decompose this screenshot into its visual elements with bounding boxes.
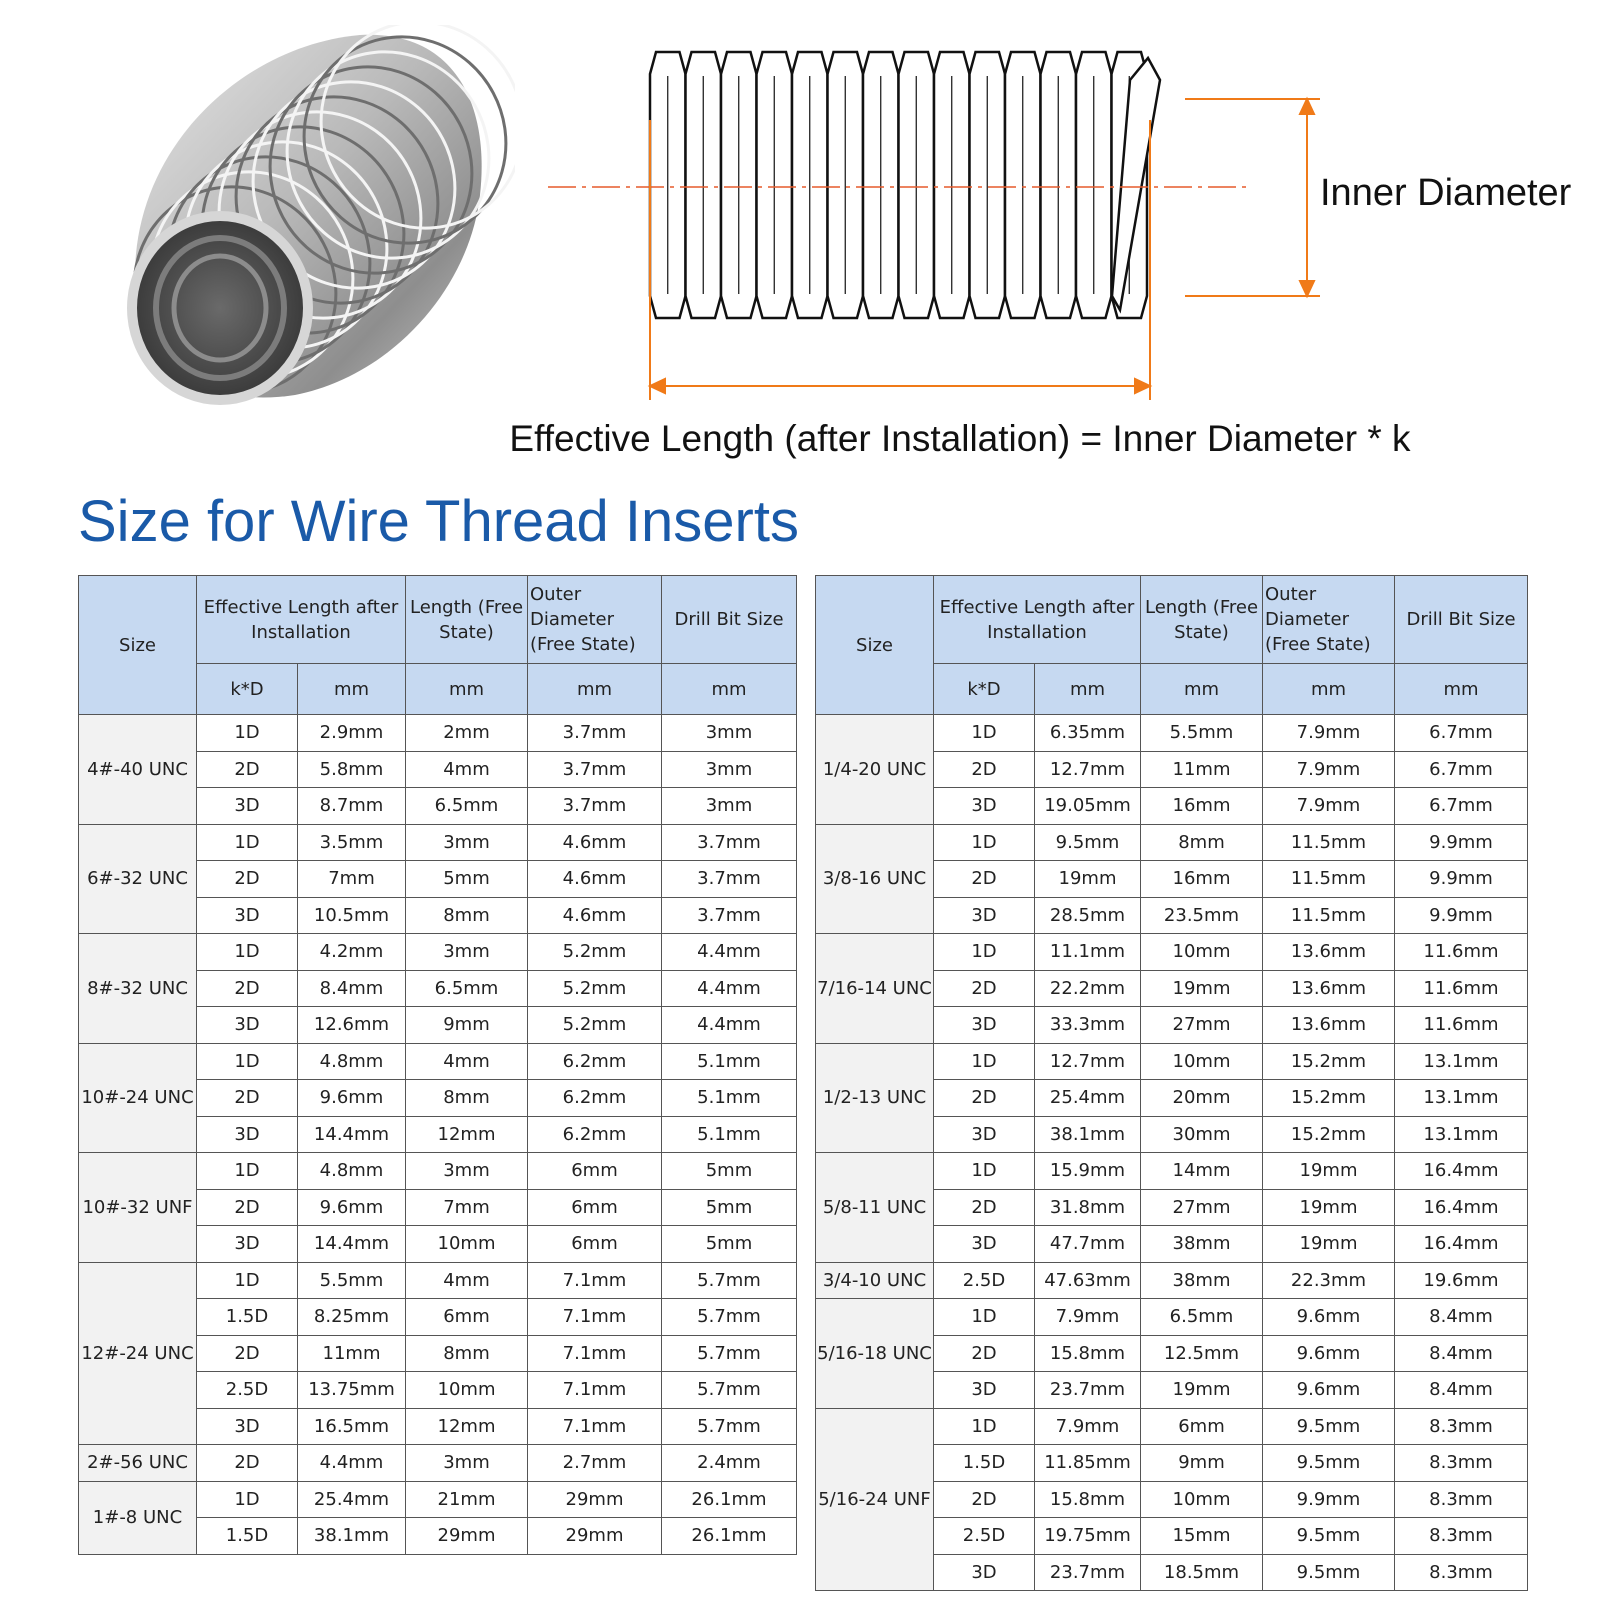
kd-cell: 2D — [934, 751, 1035, 788]
effective-length-formula: Effective Length (after Installation) = Inner Diameter * k — [509, 418, 1411, 459]
kd-cell: 2.5D — [197, 1372, 298, 1409]
effective-length-cell: 47.63mm — [1035, 1262, 1141, 1299]
outer-diameter-cell: 3.7mm — [528, 751, 662, 788]
kd-cell: 1D — [934, 934, 1035, 971]
length-cell: 18.5mm — [1141, 1554, 1263, 1591]
length-cell: 2mm — [406, 715, 528, 752]
table-row — [816, 1043, 1528, 1080]
inner-diameter-dimension — [1185, 99, 1320, 296]
kd-cell: 3D — [934, 1116, 1035, 1153]
outer-diameter-cell: 7.9mm — [1263, 715, 1395, 752]
effective-length-cell: 22.2mm — [1035, 970, 1141, 1007]
drill-bit-cell: 5mm — [662, 1226, 797, 1263]
table-row — [816, 934, 1528, 971]
outer-diameter-cell: 4.6mm — [528, 897, 662, 934]
length-cell: 21mm — [406, 1481, 528, 1518]
drill-bit-cell: 13.1mm — [1395, 1043, 1528, 1080]
kd-cell: 1D — [197, 1481, 298, 1518]
outer-diameter-cell: 9.5mm — [1263, 1445, 1395, 1482]
outer-diameter-cell: 9.9mm — [1263, 1481, 1395, 1518]
table-row — [79, 824, 797, 861]
outer-diameter-cell: 7.1mm — [528, 1262, 662, 1299]
effective-length-cell: 4.8mm — [298, 1153, 406, 1190]
size-cell: 5/16-18 UNC — [816, 1299, 934, 1409]
length-cell: 23.5mm — [1141, 897, 1263, 934]
effective-length-cell: 15.9mm — [1035, 1153, 1141, 1190]
outer-diameter-cell: 13.6mm — [1263, 934, 1395, 971]
outer-diameter-cell: 3.7mm — [528, 788, 662, 825]
length-cell: 4mm — [406, 751, 528, 788]
effective-length-cell: 31.8mm — [1035, 1189, 1141, 1226]
outer-diameter-cell: 6.2mm — [528, 1043, 662, 1080]
outer-diameter-cell: 6mm — [528, 1153, 662, 1190]
kd-cell: 2D — [934, 1080, 1035, 1117]
drill-bit-cell: 3mm — [662, 715, 797, 752]
kd-cell: 2D — [197, 1189, 298, 1226]
table-row — [816, 1262, 1528, 1299]
header-size: Size — [816, 576, 934, 715]
drill-bit-cell: 26.1mm — [662, 1481, 797, 1518]
insert-dimension-diagram — [0, 0, 1600, 470]
length-cell: 12mm — [406, 1408, 528, 1445]
effective-length-cell: 19.05mm — [1035, 788, 1141, 825]
outer-diameter-cell: 13.6mm — [1263, 1007, 1395, 1044]
outer-diameter-cell: 5.2mm — [528, 1007, 662, 1044]
table-row — [816, 1299, 1528, 1336]
outer-diameter-cell: 6.2mm — [528, 1080, 662, 1117]
length-cell: 12mm — [406, 1116, 528, 1153]
effective-length-cell: 15.8mm — [1035, 1481, 1141, 1518]
outer-diameter-cell: 7.1mm — [528, 1335, 662, 1372]
length-cell: 3mm — [406, 934, 528, 971]
effective-length-cell: 23.7mm — [1035, 1372, 1141, 1409]
length-cell: 8mm — [406, 897, 528, 934]
kd-cell: 1D — [197, 1153, 298, 1190]
coil-profile — [650, 52, 1160, 318]
effective-length-cell: 4.4mm — [298, 1445, 406, 1482]
drill-bit-cell: 8.3mm — [1395, 1518, 1528, 1555]
length-cell: 29mm — [406, 1518, 528, 1555]
outer-diameter-cell: 19mm — [1263, 1226, 1395, 1263]
table-row — [79, 1153, 797, 1190]
effective-length-cell: 12.7mm — [1035, 1043, 1141, 1080]
effective-length-cell: 11.1mm — [1035, 934, 1141, 971]
length-cell: 19mm — [1141, 1372, 1263, 1409]
subheader-unit: mm — [298, 664, 406, 715]
length-cell: 6.5mm — [1141, 1299, 1263, 1336]
drill-bit-cell: 3.7mm — [662, 824, 797, 861]
drill-bit-cell: 9.9mm — [1395, 824, 1528, 861]
drill-bit-cell: 6.7mm — [1395, 788, 1528, 825]
outer-diameter-cell: 6.2mm — [528, 1116, 662, 1153]
length-cell: 27mm — [1141, 1007, 1263, 1044]
effective-length-cell: 13.75mm — [298, 1372, 406, 1409]
header-length: Length (Free State) — [1141, 576, 1263, 664]
size-cell: 2#-56 UNC — [79, 1445, 197, 1482]
drill-bit-cell: 16.4mm — [1395, 1153, 1528, 1190]
table-row — [79, 1043, 797, 1080]
header-drill-bit: Drill Bit Size — [1395, 576, 1528, 664]
effective-length-cell: 19.75mm — [1035, 1518, 1141, 1555]
outer-diameter-cell: 7.1mm — [528, 1372, 662, 1409]
effective-length-cell: 47.7mm — [1035, 1226, 1141, 1263]
header-effective-length: Effective Length after Installation — [934, 576, 1141, 664]
length-cell: 38mm — [1141, 1226, 1263, 1263]
length-cell: 27mm — [1141, 1189, 1263, 1226]
kd-cell: 1D — [934, 824, 1035, 861]
effective-length-cell: 11mm — [298, 1335, 406, 1372]
effective-length-cell: 33.3mm — [1035, 1007, 1141, 1044]
drill-bit-cell: 6.7mm — [1395, 751, 1528, 788]
length-cell: 6mm — [1141, 1408, 1263, 1445]
outer-diameter-cell: 11.5mm — [1263, 861, 1395, 898]
table-row — [79, 1262, 797, 1299]
kd-cell: 2D — [934, 1481, 1035, 1518]
kd-cell: 3D — [934, 1554, 1035, 1591]
drill-bit-cell: 5.7mm — [662, 1372, 797, 1409]
effective-length-cell: 3.5mm — [298, 824, 406, 861]
outer-diameter-cell: 9.6mm — [1263, 1299, 1395, 1336]
length-cell: 9mm — [1141, 1445, 1263, 1482]
length-cell: 5.5mm — [1141, 715, 1263, 752]
drill-bit-cell: 3.7mm — [662, 897, 797, 934]
kd-cell: 1D — [934, 715, 1035, 752]
kd-cell: 2D — [934, 1335, 1035, 1372]
length-cell: 12.5mm — [1141, 1335, 1263, 1372]
drill-bit-cell: 16.4mm — [1395, 1189, 1528, 1226]
outer-diameter-cell: 3.7mm — [528, 715, 662, 752]
drill-bit-cell: 5.7mm — [662, 1299, 797, 1336]
size-cell: 1#-8 UNC — [79, 1481, 197, 1554]
kd-cell: 3D — [934, 1226, 1035, 1263]
drill-bit-cell: 8.3mm — [1395, 1445, 1528, 1482]
drill-bit-cell: 8.4mm — [1395, 1335, 1528, 1372]
kd-cell: 1D — [934, 1043, 1035, 1080]
length-cell: 38mm — [1141, 1262, 1263, 1299]
length-cell: 3mm — [406, 824, 528, 861]
outer-diameter-cell: 19mm — [1263, 1189, 1395, 1226]
header-drill-bit: Drill Bit Size — [662, 576, 797, 664]
length-cell: 4mm — [406, 1262, 528, 1299]
kd-cell: 2D — [197, 861, 298, 898]
kd-cell: 3D — [197, 1007, 298, 1044]
length-cell: 8mm — [406, 1335, 528, 1372]
drill-bit-cell: 8.3mm — [1395, 1408, 1528, 1445]
outer-diameter-cell: 9.5mm — [1263, 1408, 1395, 1445]
table-row — [79, 715, 797, 752]
length-cell: 16mm — [1141, 861, 1263, 898]
drill-bit-cell: 2.4mm — [662, 1445, 797, 1482]
kd-cell: 2D — [197, 1335, 298, 1372]
drill-bit-cell: 6.7mm — [1395, 715, 1528, 752]
drill-bit-cell: 26.1mm — [662, 1518, 797, 1555]
length-cell: 10mm — [406, 1372, 528, 1409]
drill-bit-cell: 11.6mm — [1395, 934, 1528, 971]
length-cell: 3mm — [406, 1445, 528, 1482]
size-cell: 8#-32 UNC — [79, 934, 197, 1044]
effective-length-cell: 23.7mm — [1035, 1554, 1141, 1591]
effective-length-cell: 4.8mm — [298, 1043, 406, 1080]
kd-cell: 2D — [197, 1080, 298, 1117]
drill-bit-cell: 5.7mm — [662, 1408, 797, 1445]
drill-bit-cell: 9.9mm — [1395, 861, 1528, 898]
inner-diameter-label: Inner Diameter — [1320, 172, 1572, 214]
table-row — [79, 934, 797, 971]
effective-length-cell: 2.9mm — [298, 715, 406, 752]
kd-cell: 1D — [934, 1153, 1035, 1190]
header-outer-diameter: Outer Diameter (Free State) — [528, 576, 662, 664]
header-length: Length (Free State) — [406, 576, 528, 664]
size-cell: 10#-32 UNF — [79, 1153, 197, 1263]
subheader-kd: k*D — [934, 664, 1035, 715]
size-table-left — [78, 575, 797, 1555]
outer-diameter-cell: 7.9mm — [1263, 751, 1395, 788]
subheader-unit: mm — [406, 664, 528, 715]
effective-length-cell: 25.4mm — [1035, 1080, 1141, 1117]
effective-length-cell: 19mm — [1035, 861, 1141, 898]
length-cell: 6mm — [406, 1299, 528, 1336]
kd-cell: 1D — [934, 1408, 1035, 1445]
size-cell: 12#-24 UNC — [79, 1262, 197, 1445]
effective-length-cell: 14.4mm — [298, 1116, 406, 1153]
effective-length-cell: 25.4mm — [298, 1481, 406, 1518]
size-cell: 3/4-10 UNC — [816, 1262, 934, 1299]
outer-diameter-cell: 13.6mm — [1263, 970, 1395, 1007]
kd-cell: 1.5D — [934, 1445, 1035, 1482]
outer-diameter-cell: 29mm — [528, 1481, 662, 1518]
outer-diameter-cell: 11.5mm — [1263, 824, 1395, 861]
drill-bit-cell: 9.9mm — [1395, 897, 1528, 934]
effective-length-cell: 16.5mm — [298, 1408, 406, 1445]
drill-bit-cell: 11.6mm — [1395, 970, 1528, 1007]
length-cell: 5mm — [406, 861, 528, 898]
effective-length-cell: 9.6mm — [298, 1189, 406, 1226]
size-cell: 6#-32 UNC — [79, 824, 197, 934]
outer-diameter-cell: 2.7mm — [528, 1445, 662, 1482]
length-cell: 30mm — [1141, 1116, 1263, 1153]
outer-diameter-cell: 9.5mm — [1263, 1518, 1395, 1555]
kd-cell: 3D — [934, 788, 1035, 825]
effective-length-cell: 7.9mm — [1035, 1299, 1141, 1336]
length-cell: 10mm — [1141, 1043, 1263, 1080]
outer-diameter-cell: 9.6mm — [1263, 1372, 1395, 1409]
table-row — [816, 824, 1528, 861]
effective-length-cell: 9.5mm — [1035, 824, 1141, 861]
length-cell: 9mm — [406, 1007, 528, 1044]
length-cell: 3mm — [406, 1153, 528, 1190]
kd-cell: 1.5D — [197, 1299, 298, 1336]
kd-cell: 2D — [197, 970, 298, 1007]
outer-diameter-cell: 22.3mm — [1263, 1262, 1395, 1299]
size-cell: 5/16-24 UNF — [816, 1408, 934, 1591]
outer-diameter-cell: 15.2mm — [1263, 1043, 1395, 1080]
effective-length-cell: 5.8mm — [298, 751, 406, 788]
size-cell: 1/4-20 UNC — [816, 715, 934, 825]
subheader-unit: mm — [1141, 664, 1263, 715]
drill-bit-cell: 5.1mm — [662, 1080, 797, 1117]
outer-diameter-cell: 29mm — [528, 1518, 662, 1555]
subheader-unit: mm — [1263, 664, 1395, 715]
outer-diameter-cell: 5.2mm — [528, 970, 662, 1007]
kd-cell: 3D — [934, 897, 1035, 934]
drill-bit-cell: 8.3mm — [1395, 1481, 1528, 1518]
outer-diameter-cell: 15.2mm — [1263, 1116, 1395, 1153]
drill-bit-cell: 8.4mm — [1395, 1299, 1528, 1336]
kd-cell: 1D — [197, 1262, 298, 1299]
length-cell: 4mm — [406, 1043, 528, 1080]
effective-length-cell: 14.4mm — [298, 1226, 406, 1263]
kd-cell: 3D — [197, 1408, 298, 1445]
effective-length-cell: 38.1mm — [298, 1518, 406, 1555]
outer-diameter-cell: 7.9mm — [1263, 788, 1395, 825]
drill-bit-cell: 5.1mm — [662, 1116, 797, 1153]
length-cell: 15mm — [1141, 1518, 1263, 1555]
effective-length-cell: 7.9mm — [1035, 1408, 1141, 1445]
effective-length-cell: 10.5mm — [298, 897, 406, 934]
length-cell: 6.5mm — [406, 788, 528, 825]
size-cell: 5/8-11 UNC — [816, 1153, 934, 1263]
header-effective-length: Effective Length after Installation — [197, 576, 406, 664]
kd-cell: 3D — [934, 1372, 1035, 1409]
effective-length-cell: 7mm — [298, 861, 406, 898]
length-cell: 16mm — [1141, 788, 1263, 825]
outer-diameter-cell: 19mm — [1263, 1153, 1395, 1190]
subheader-unit: mm — [1395, 664, 1528, 715]
kd-cell: 1D — [197, 1043, 298, 1080]
drill-bit-cell: 8.3mm — [1395, 1554, 1528, 1591]
kd-cell: 2D — [934, 970, 1035, 1007]
length-cell: 7mm — [406, 1189, 528, 1226]
drill-bit-cell: 3mm — [662, 788, 797, 825]
effective-length-cell: 11.85mm — [1035, 1445, 1141, 1482]
outer-diameter-cell: 11.5mm — [1263, 897, 1395, 934]
effective-length-cell: 28.5mm — [1035, 897, 1141, 934]
subheader-unit: mm — [662, 664, 797, 715]
kd-cell: 1D — [197, 715, 298, 752]
kd-cell: 2D — [197, 1445, 298, 1482]
drill-bit-cell: 11.6mm — [1395, 1007, 1528, 1044]
length-cell: 10mm — [1141, 1481, 1263, 1518]
length-cell: 14mm — [1141, 1153, 1263, 1190]
outer-diameter-cell: 6mm — [528, 1189, 662, 1226]
kd-cell: 2D — [934, 1189, 1035, 1226]
drill-bit-cell: 16.4mm — [1395, 1226, 1528, 1263]
drill-bit-cell: 4.4mm — [662, 934, 797, 971]
table-row — [79, 1445, 797, 1482]
drill-bit-cell: 13.1mm — [1395, 1080, 1528, 1117]
drill-bit-cell: 3mm — [662, 751, 797, 788]
kd-cell: 2D — [934, 861, 1035, 898]
kd-cell: 2.5D — [934, 1518, 1035, 1555]
outer-diameter-cell: 9.5mm — [1263, 1554, 1395, 1591]
drill-bit-cell: 5mm — [662, 1153, 797, 1190]
effective-length-cell: 8.25mm — [298, 1299, 406, 1336]
length-cell: 8mm — [1141, 824, 1263, 861]
length-cell: 20mm — [1141, 1080, 1263, 1117]
table-row — [79, 1481, 797, 1518]
effective-length-cell: 15.8mm — [1035, 1335, 1141, 1372]
size-cell: 4#-40 UNC — [79, 715, 197, 825]
length-cell: 10mm — [406, 1226, 528, 1263]
subheader-unit: mm — [1035, 664, 1141, 715]
drill-bit-cell: 4.4mm — [662, 1007, 797, 1044]
table-row — [816, 715, 1528, 752]
outer-diameter-cell: 15.2mm — [1263, 1080, 1395, 1117]
length-cell: 11mm — [1141, 751, 1263, 788]
size-cell: 7/16-14 UNC — [816, 934, 934, 1044]
header-size: Size — [79, 576, 197, 715]
length-cell: 6.5mm — [406, 970, 528, 1007]
drill-bit-cell: 3.7mm — [662, 861, 797, 898]
effective-length-cell: 4.2mm — [298, 934, 406, 971]
size-table-right — [815, 575, 1528, 1591]
kd-cell: 3D — [197, 1226, 298, 1263]
effective-length-cell: 6.35mm — [1035, 715, 1141, 752]
kd-cell: 3D — [934, 1007, 1035, 1044]
effective-length-cell: 5.5mm — [298, 1262, 406, 1299]
outer-diameter-cell: 4.6mm — [528, 824, 662, 861]
drill-bit-cell: 5mm — [662, 1189, 797, 1226]
drill-bit-cell: 5.1mm — [662, 1043, 797, 1080]
outer-diameter-cell: 5.2mm — [528, 934, 662, 971]
subheader-unit: mm — [528, 664, 662, 715]
header-outer-diameter: Outer Diameter (Free State) — [1263, 576, 1395, 664]
table-row — [816, 1153, 1528, 1190]
length-cell: 8mm — [406, 1080, 528, 1117]
kd-cell: 1D — [197, 824, 298, 861]
drill-bit-cell: 5.7mm — [662, 1335, 797, 1372]
kd-cell: 3D — [197, 1116, 298, 1153]
kd-cell: 2.5D — [934, 1262, 1035, 1299]
size-cell: 10#-24 UNC — [79, 1043, 197, 1153]
effective-length-cell: 8.4mm — [298, 970, 406, 1007]
page-title: Size for Wire Thread Inserts — [78, 489, 799, 554]
outer-diameter-cell: 9.6mm — [1263, 1335, 1395, 1372]
kd-cell: 1D — [934, 1299, 1035, 1336]
table-row — [816, 1408, 1528, 1445]
drill-bit-cell: 4.4mm — [662, 970, 797, 1007]
effective-length-cell: 12.6mm — [298, 1007, 406, 1044]
subheader-kd: k*D — [197, 664, 298, 715]
outer-diameter-cell: 7.1mm — [528, 1408, 662, 1445]
effective-length-cell: 8.7mm — [298, 788, 406, 825]
kd-cell: 1D — [197, 934, 298, 971]
outer-diameter-cell: 6mm — [528, 1226, 662, 1263]
length-cell: 19mm — [1141, 970, 1263, 1007]
effective-length-cell: 9.6mm — [298, 1080, 406, 1117]
drill-bit-cell: 5.7mm — [662, 1262, 797, 1299]
effective-length-cell: 38.1mm — [1035, 1116, 1141, 1153]
kd-cell: 3D — [197, 897, 298, 934]
kd-cell: 1.5D — [197, 1518, 298, 1555]
drill-bit-cell: 13.1mm — [1395, 1116, 1528, 1153]
kd-cell: 2D — [197, 751, 298, 788]
effective-length-cell: 12.7mm — [1035, 751, 1141, 788]
drill-bit-cell: 8.4mm — [1395, 1372, 1528, 1409]
outer-diameter-cell: 7.1mm — [528, 1299, 662, 1336]
size-cell: 1/2-13 UNC — [816, 1043, 934, 1153]
kd-cell: 3D — [197, 788, 298, 825]
length-cell: 10mm — [1141, 934, 1263, 971]
outer-diameter-cell: 4.6mm — [528, 861, 662, 898]
drill-bit-cell: 19.6mm — [1395, 1262, 1528, 1299]
size-cell: 3/8-16 UNC — [816, 824, 934, 934]
